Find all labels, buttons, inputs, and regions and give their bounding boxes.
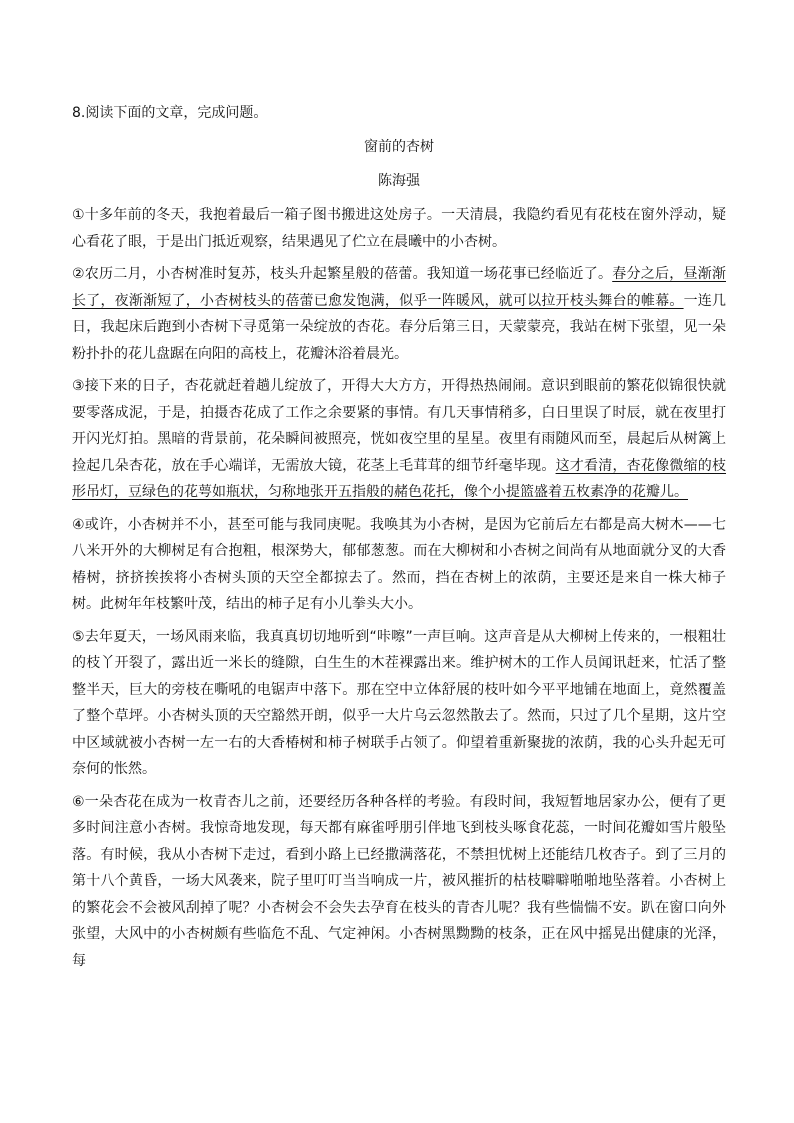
paragraph-2-underlined-sentence: 春分之后，昼渐渐长了，夜渐渐短了，小杏树枝头的蓓蕾已愈发饱满，似乎一阵暖风，就可以拉开枝头舞台的帷幕。 bbox=[72, 266, 726, 309]
question-prompt: 8.阅读下面的文章，完成问题。 bbox=[72, 105, 268, 121]
article-author: 陈海强 bbox=[378, 173, 420, 189]
document-page bbox=[72, 100, 726, 980]
paragraph-3 bbox=[72, 373, 726, 506]
paragraph-2-text-before: ②农历二月，小杏树准时复苏，枝头升起繁星般的蓓蕾。我知道一场花事已经临近了。 bbox=[72, 266, 613, 282]
paragraph-5: ⑤去年夏天，一场风雨来临，我真真切切地听到“咔嚓”一声巨响。这声音是从大柳树上传来的，一根粗壮的枝丫开裂了，露出近一米长的缝隙，白生生的木茬裸露出来。维护树木的工作人员闻讯赶来，忙活了整整半天，巨大的旁枝在嘶吼的电锯声中落下。那在空中立体舒展的枝叶如今平平地铺在地面上，竟然覆盖了整个草坪。小杏树头顶的天空豁然开朗，似乎一大片乌云忽然散去了。然而，只过了几个星期，这片空中区域就被小杏树一左一右的大香椿树和柿子树联手占领了。仰望着重新聚拢的浓荫，我的心头升起无可奈何的怅然。 bbox=[72, 628, 726, 777]
paragraph-6: ⑥一朵杏花在成为一枚青杏儿之前，还要经历各种各样的考验。有段时间，我短暂地居家办公，便有了更多时间注意小杏树。我惊奇地发现，每天都有麻雀呼朋引伴地飞到枝头啄食花蕊，一时间花瓣如雪片般坠落。有时候，我从小杏树下走过，看到小路上已经撒满落花，不禁担忧树上还能结几枚杏子。到了三月的第十八个黄昏，一场大风袭来，院子里叮叮当当响成一片，被风摧折的枯枝噼噼啪啪地坠落着。小杏树上的繁花会不会被风刮掉了呢？小杏树会不会失去孕育在枝头的青杏儿呢？我有些惴惴不安。趴在窗口向外张望，大风中的小杏树颇有些临危不乱、气定神闲。小杏树黑黝黝的枝条，正在风中摇晃出健康的光泽，每 bbox=[72, 793, 726, 969]
article-title: 窗前的杏树 bbox=[364, 139, 434, 155]
paragraph-1: ①十多年前的冬天，我抱着最后一箱子图书搬进这处房子。一天清晨，我隐约看见有花枝在窗外浮动，疑心看花了眼，于是出门抵近观察，结果遇见了伫立在晨曦中的小杏树。 bbox=[72, 207, 726, 250]
paragraph-3-underlined-sentence: 这才看清，杏花像微缩的枝形吊灯，豆绿色的花萼如瓶状，匀称地张开五指般的赭色花托，像个小提篮盛着五枚素净的花瓣儿。 bbox=[72, 457, 727, 500]
paragraph-3-text-before: ③接下来的日子，杏花就赶着趟儿绽放了，开得大大方方，开得热热闹闹。意识到眼前的繁花似锦很快就要零落成泥，于是，拍摄杏花成了工作之余要紧的事情。有几天事情稍多，白日里误了时辰，就在夜里打开闪光灯拍。黑暗的背景前，花朵瞬间被照亮，恍如夜空里的星星。夜里有雨随风而至，晨起后从树篱上捡起几朵杏花，放在手心端详，无需放大镜，花茎上毛茸茸的细节纤毫毕现。 bbox=[72, 378, 726, 474]
paragraph-4: ④或许，小杏树并不小，甚至可能与我同庚呢。我唤其为小杏树，是因为它前后左右都是高大树木——七八米开外的大柳树足有合抱粗，根深势大，郁郁葱葱。而在大柳树和小杏树之间尚有从地面就分叉的大香椿树，挤挤挨挨将小杏树头顶的天空全都掠去了。然而，挡在杏树上的浓荫，主要还是来自一株大柿子树。此树年年枝繁叶茂，结出的柿子足有小儿拳头大小。 bbox=[72, 516, 726, 612]
paragraph-2-text-after: 一连几日，我起床后跑到小杏树下寻觅第一朵绽放的杏花。春分后第三日，天蒙蒙亮，我站在树下张望，见一朵粉扑扑的花儿盘踞在向阳的高枝上，花瓣沐浴着晨光。 bbox=[72, 292, 727, 362]
paragraph-2 bbox=[72, 261, 726, 367]
